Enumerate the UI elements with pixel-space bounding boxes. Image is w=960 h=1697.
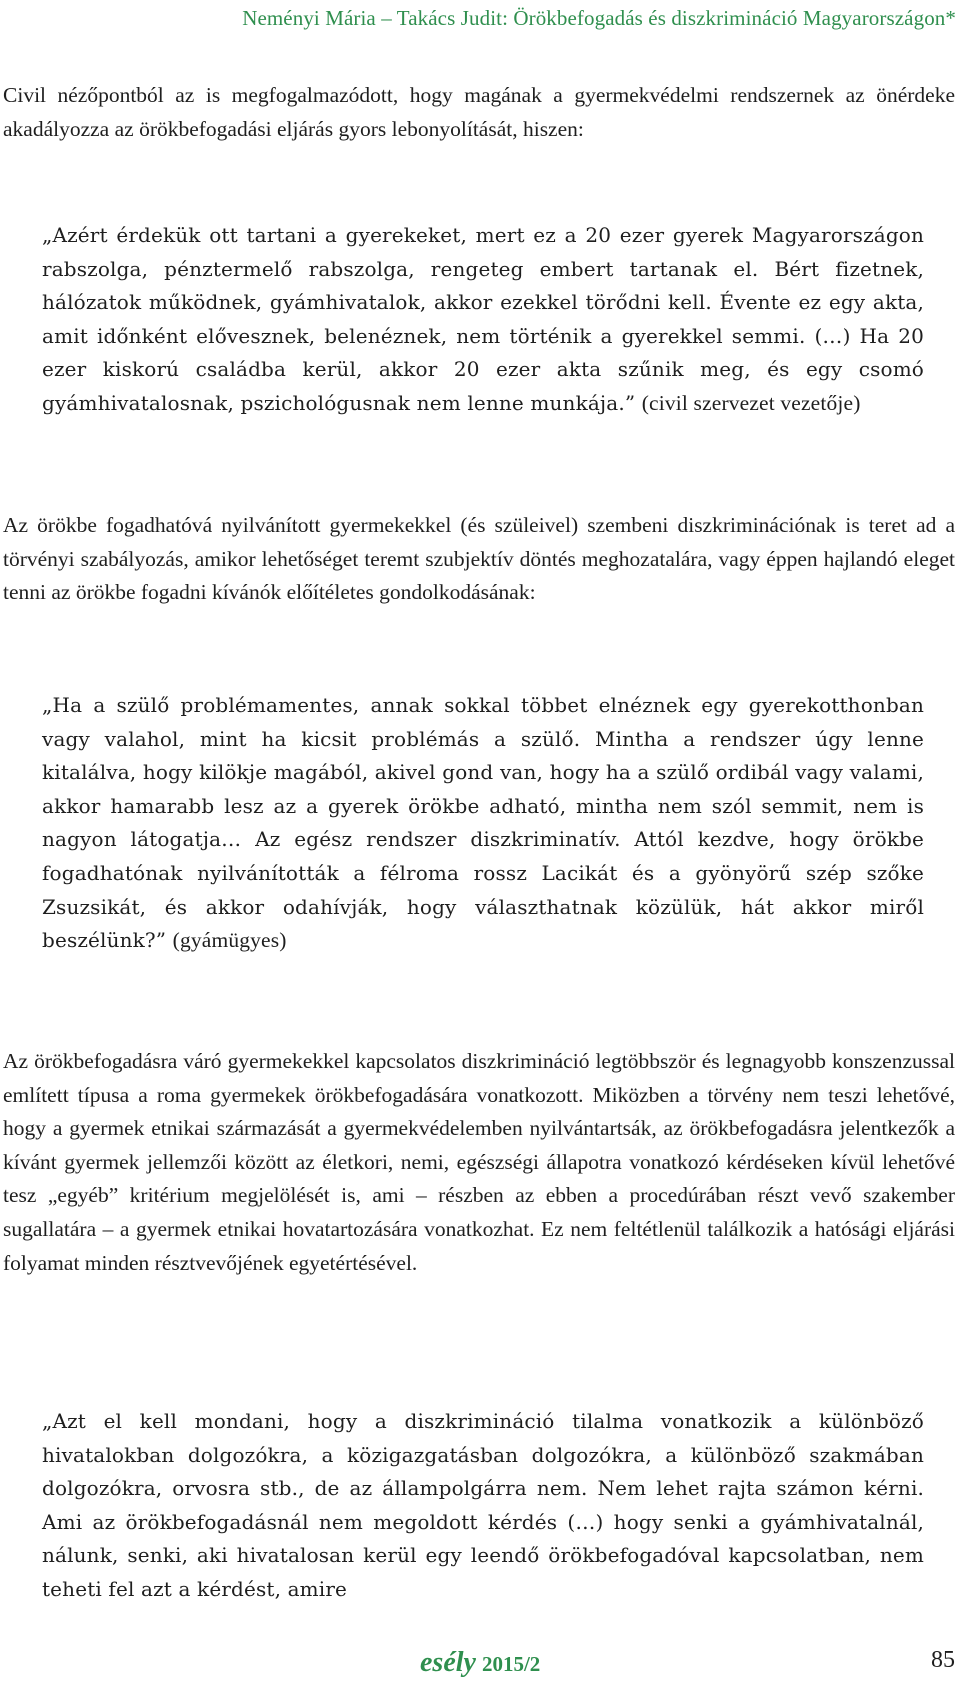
block-quote-2 — [42, 689, 924, 958]
block-quote-3 — [42, 1405, 924, 1607]
paragraph-1: Civil nézőpontból az is megfogalmazódott, hogy magának a gyermekvédelmi rendszernek az önérdeke akadályozza az örökbefogadási eljárás gyors lebonyolítását, hiszen: — [3, 83, 955, 141]
quote-2-attribution: (gyámügyes) — [172, 928, 287, 953]
quote-3-text: „Azt el kell mondani, hogy a diszkrimináció tilalma vonatkozik a különböző hivatalokban dolgozókra, a közigazgatásban dolgozókra, a különböző szakmában dolgozókra, orvosra stb., de az állampolgárra nem. Nem lehet rajta számon kérni. Ami az örökbefogadásnál nem megoldott kérdés (…) hogy senki a gyámhivatalnál, nálunk, senki, aki hivatalosan kerül egy leendő örökbefogadóval kapcsolatban, nem teheti fel azt a kérdést, amire — [42, 1409, 924, 1601]
page-footer — [0, 1647, 960, 1687]
journal-logo — [420, 1647, 540, 1679]
quote-1-text: „Azért érdekük ott tartani a gyerekeket, mert ez a 20 ezer gyerek Magyarországon rabszolga, pénztermelő rabszolga, rengeteg embert tartanak el. Bért fizetnek, hálózatok működnek, gyámhivatalok, akkor ezekkel törődni kell. Évente ez egy akta, amit időnként elővesznek, belenéznek, nem történik a gyerekkel semmi. (…) Ha 20 ezer kiskorú családba kerül, akkor 20 ezer akta szűnik meg, és egy csomó gyámhivatalosnak, pszichológusnak nem lenne munkája.” — [42, 223, 924, 415]
journal-issue: 2015/2 — [481, 1652, 541, 1676]
block-quote-1 — [42, 219, 924, 421]
paragraph-3: Az örökbefogadásra váró gyermekekkel kapcsolatos diszkrimináció legtöbbször és legnagyobb konszenzussal említett típusa a roma gyermekek örökbefogadására vonatkozott. Miközben a törvény nem teszi lehetővé, hogy a gyermek etnikai származását a gyermekvédelemben nyilvántartsák, az örökbefogadásra jelentkezők a kívánt gyermek jellemzői között az életkori, nemi, egészségi állapotra vonatkozó kérdéseken kívül lehetővé tesz „egyéb” kritérium megjelölését is, ami – részben az ebben a procedúrában részt vevő szakember sugallatára – a gyermek etnikai hovatartozására vonatkozhat. Ez nem feltétlenül találkozik a hatósági eljárási folyamat minden résztvevőjének egyetértésével. — [3, 1049, 955, 1275]
page-number: 85 — [931, 1647, 955, 1673]
quote-1-attribution: (civil szervezet vezetője) — [641, 390, 861, 415]
journal-name: esély — [420, 1647, 476, 1678]
running-header: Neményi Mária – Takács Judit: Örökbefogadás és diszkrimináció Magyarországon* — [242, 6, 956, 30]
quote-2-text: „Ha a szülő problémamentes, annak sokkal többet elnéznek egy gyerekotthonban vagy valahol, mint ha kicsit problémás a szülő. Mintha a rendszer úgy lenne kitalálva, hogy kilökje magából, akivel gond van, hogy ha a szülő ordibál vagy valami, akkor hamarabb lesz az a gyerek örökbe adható, mintha nem szól semmit, nem is nagyon látogatja… Az egész rendszer diszkriminatív. Attól kezdve, hogy örökbe fogadhatónak nyilvánították a félroma rossz Lacikát és a gyönyörű szép szőke Zsuzsikát, és akkor odahívják, hogy választhatnak közülük, hát akkor miről beszélünk?” — [42, 693, 924, 953]
paragraph-2: Az örökbe fogadhatóvá nyilvánított gyermekekkel (és szüleivel) szembeni diszkriminációnak is teret ad a törvényi szabályozás, amikor lehetőséget teremt szubjektív döntés meghozatalára, vagy éppen hajlandó eleget tenni az örökbe fogadni kívánók előítéletes gondolkodásának: — [3, 513, 955, 605]
